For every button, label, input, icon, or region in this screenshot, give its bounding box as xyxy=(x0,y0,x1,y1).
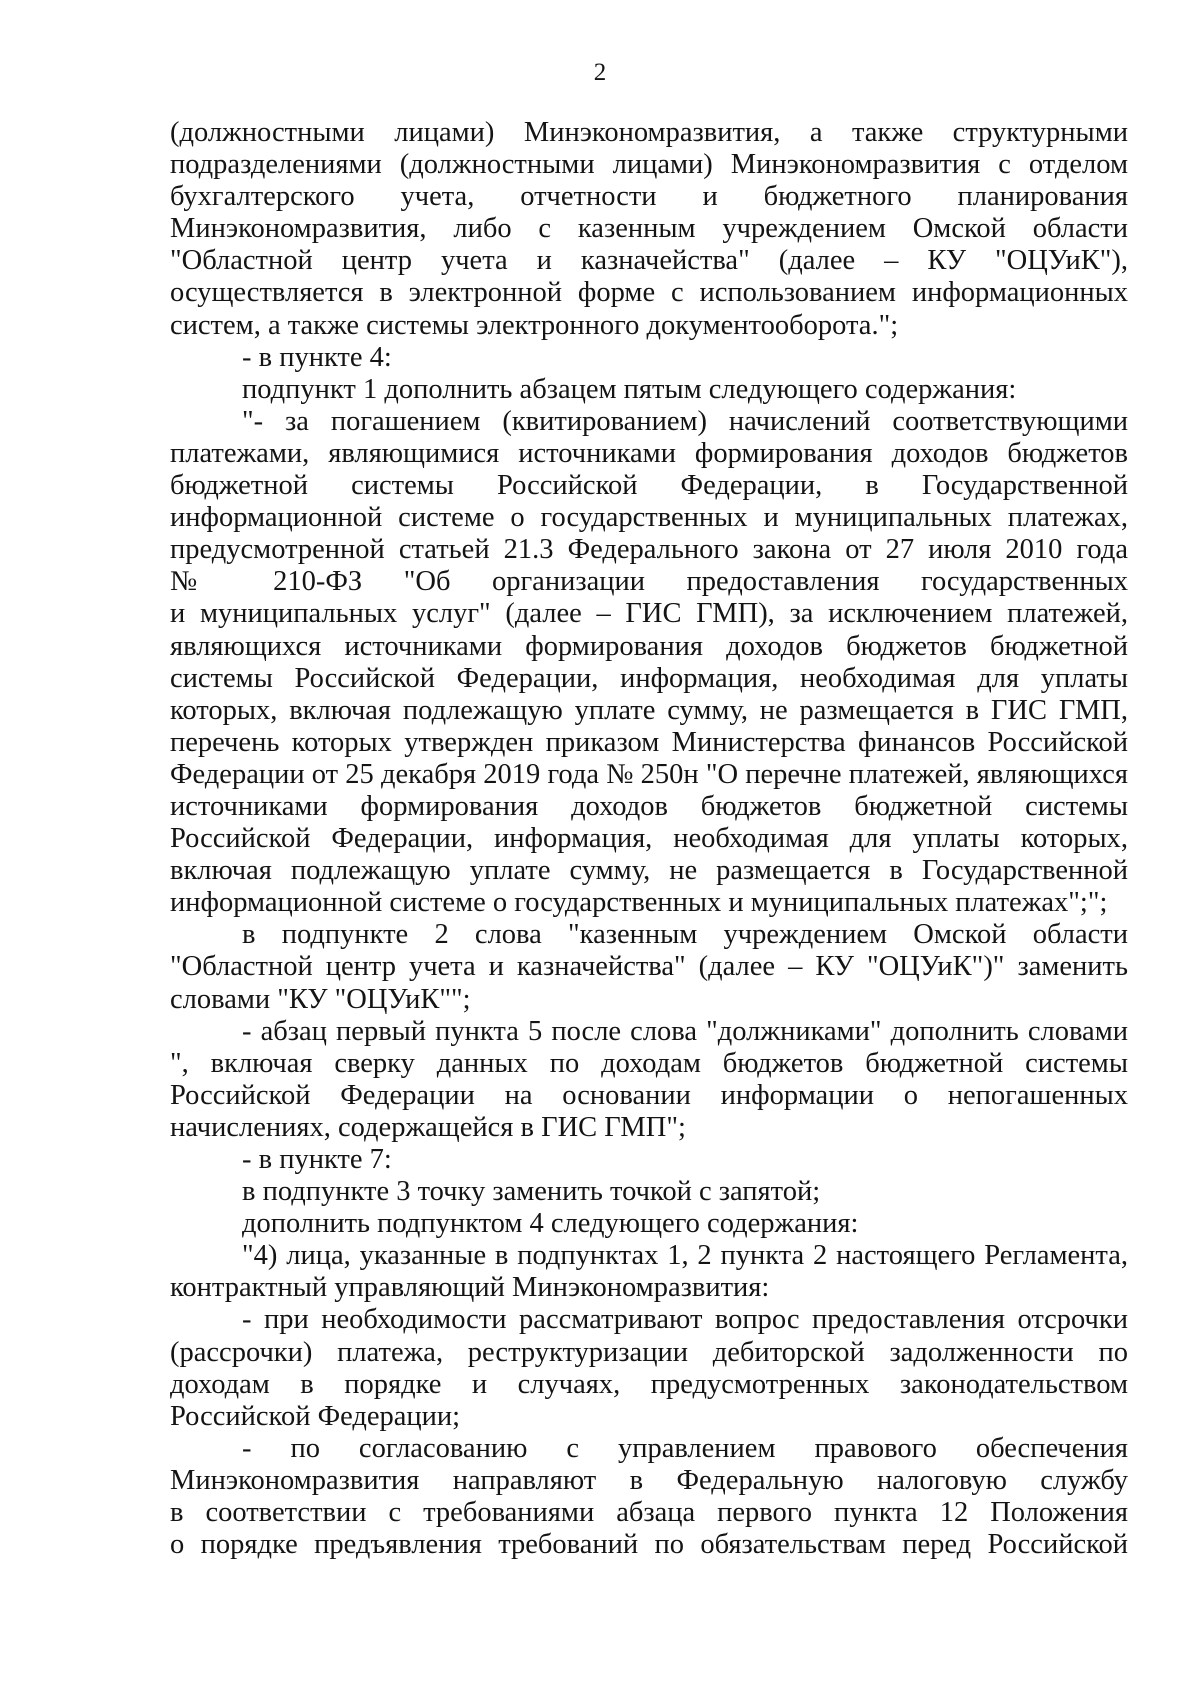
text-line: осуществляется в электронной форме с использованием информационных xyxy=(170,277,1128,309)
text-line: "- за погашением (квитированием) начислений соответствующими xyxy=(242,405,1128,437)
text-line: - в пункте 4: xyxy=(242,341,392,373)
text-line: подразделениями (должностными лицами) Минэкономразвития с отделом xyxy=(170,149,1128,181)
text-line: информационной системе о государственных и муниципальных платежах, xyxy=(170,502,1128,534)
text-line: которых, включая подлежащую уплате сумму, не размещается в ГИС ГМП, xyxy=(170,694,1128,726)
text-line: Российской Федерации; xyxy=(170,1400,461,1432)
text-line: - при необходимости рассматривают вопрос предоставления отсрочки xyxy=(242,1304,1128,1336)
text-line: "Областной центр учета и казначейства" (далее – КУ "ОЦУиК")" заменить xyxy=(170,951,1128,983)
text-line: Федерации от 25 декабря 2019 года № 250н "О перечне платежей, являющихся xyxy=(170,758,1128,790)
text-line: "4) лица, указанные в подпунктах 1, 2 пункта 2 настоящего Регламента, xyxy=(242,1240,1128,1272)
page-number: 2 xyxy=(593,59,607,86)
text-line: - в пункте 7: xyxy=(242,1144,392,1175)
text-line: Российской Федерации, информация, необходимая для уплаты которых, xyxy=(170,823,1128,855)
text-line: доходам в порядке и случаях, предусмотренных законодательством xyxy=(170,1368,1128,1400)
text-line: в соответствии с требованиями абзаца первого пункта 12 Положения xyxy=(170,1497,1128,1529)
text-line: № 210-ФЗ "Об организации предоставления государственных xyxy=(170,566,1128,598)
text-line: (рассрочки) платежа, реструктуризации дебиторской задолженности по xyxy=(170,1336,1128,1368)
text-line: в подпункте 3 точку заменить точкой с запятой; xyxy=(242,1176,821,1208)
text-line: и муниципальных услуг" (далее – ГИС ГМП), за исключением платежей, xyxy=(170,598,1128,630)
text-line: платежами, являющимися источниками формирования доходов бюджетов xyxy=(170,437,1128,469)
text-line: "Областной центр учета и казначейства" (далее – КУ "ОЦУиК"), xyxy=(170,245,1128,277)
text-line: предусмотренной статьей 21.3 Федерального закона от 27 июля 2010 года xyxy=(170,534,1128,566)
document-body xyxy=(170,117,1128,1561)
text-line: в подпункте 2 слова "казенным учреждением Омской области xyxy=(242,919,1128,951)
text-line: систем, а также системы электронного документооборота."; xyxy=(170,309,899,341)
text-line: источниками формирования доходов бюджетов бюджетной системы xyxy=(170,790,1128,822)
text-line: Минэкономразвития, либо с казенным учреждением Омской области xyxy=(170,213,1128,245)
text-line: перечень которых утвержден приказом Министерства финансов Российской xyxy=(170,726,1128,758)
text-line: Российской Федерации на основании информации о непогашенных xyxy=(170,1079,1128,1111)
text-line: системы Российской Федерации, информация, необходимая для уплаты xyxy=(170,662,1128,694)
text-line: контрактный управляющий Минэкономразвития: xyxy=(170,1272,770,1304)
text-line: (должностными лицами) Минэкономразвития, а также структурными xyxy=(170,117,1128,148)
text-line: бухгалтерского учета, отчетности и бюджетного планирования xyxy=(170,181,1128,213)
text-line: информационной системе о государственных и муниципальных платежах";"; xyxy=(170,887,1108,919)
text-line: ", включая сверку данных по доходам бюджетов бюджетной системы xyxy=(170,1047,1128,1079)
text-line: включая подлежащую уплате сумму, не размещается в Государственной xyxy=(170,855,1128,887)
text-line: - по согласованию с управлением правового обеспечения xyxy=(242,1432,1128,1464)
text-line: о порядке предъявления требований по обязательствам перед Российской xyxy=(170,1529,1128,1561)
text-line: начислениях, содержащейся в ГИС ГМП"; xyxy=(170,1111,686,1143)
text-line: словами "КУ "ОЦУиК""; xyxy=(170,983,471,1015)
text-line: - абзац первый пункта 5 после слова "должниками" дополнить словами xyxy=(242,1015,1128,1047)
text-line: Минэкономразвития направляют в Федеральную налоговую службу xyxy=(170,1464,1128,1496)
text-line: являющихся источниками формирования доходов бюджетов бюджетной xyxy=(170,630,1128,662)
text-line: подпункт 1 дополнить абзацем пятым следующего содержания: xyxy=(242,373,1017,405)
text-line: бюджетной системы Российской Федерации, в Государственной xyxy=(170,470,1128,502)
text-line: дополнить подпунктом 4 следующего содержания: xyxy=(242,1208,859,1240)
